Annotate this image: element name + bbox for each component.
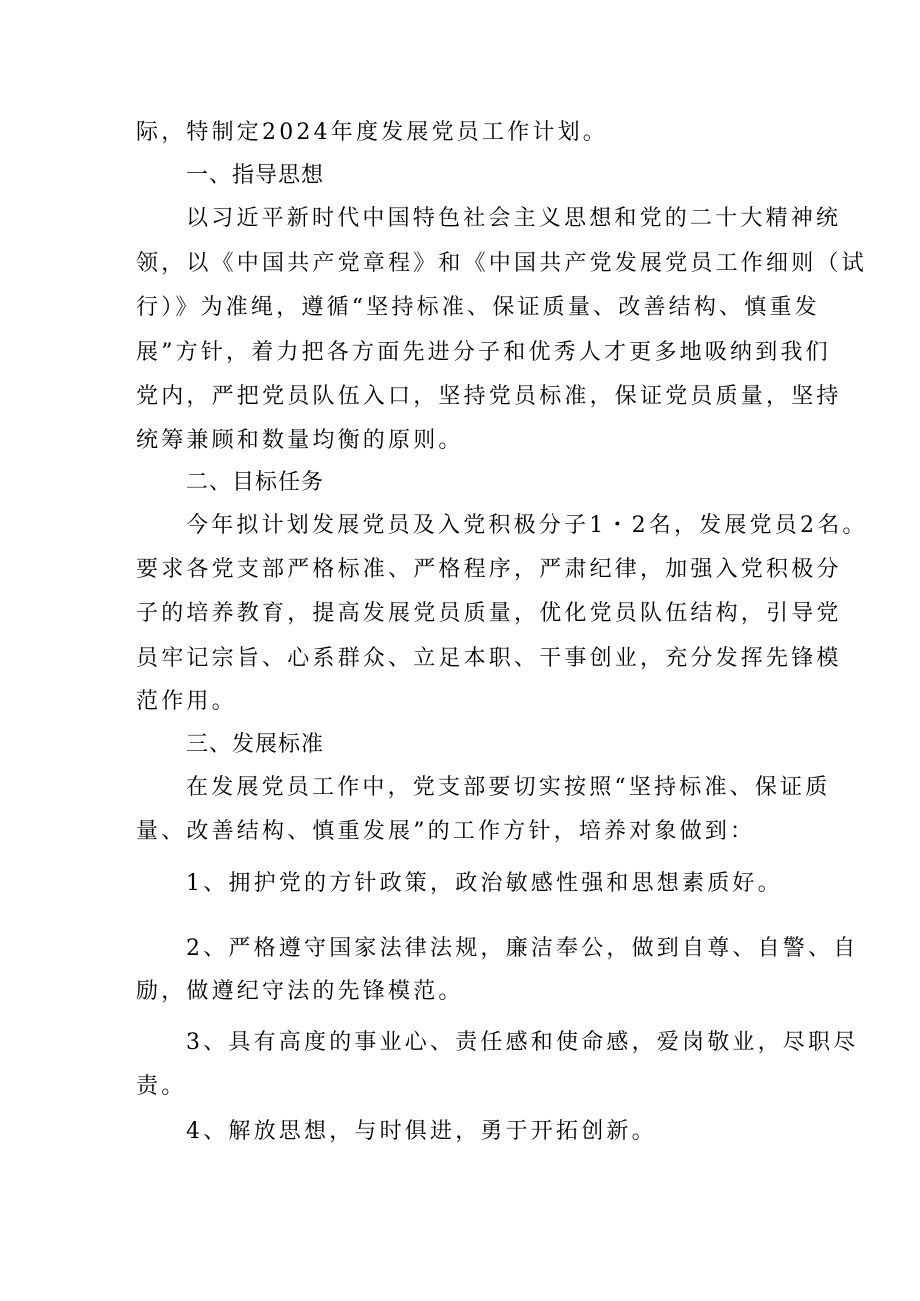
paragraph-line: 范作用。 <box>136 689 237 714</box>
paragraph-line: 行）》为准绳，遵循“坚持标准、保证质量、改善结构、慎重发 <box>136 295 820 320</box>
paragraph-line: 今年拟计划发展党员及入党积极分子1・2名，发展党员2名。 <box>186 513 868 538</box>
list-item: 4、解放思想，与时俱进，勇于开拓创新。 <box>186 1119 657 1144</box>
paragraph-line: 要求各党支部严格标准、严格程序，严肃纪律，加强入党积极分 <box>136 557 842 582</box>
section-heading-standards: 三、发展标准 <box>186 732 325 757</box>
list-item-continuation: 责。 <box>136 1074 187 1099</box>
paragraph-line: 在发展党员工作中，党支部要切实按照“坚持标准、保证质 <box>186 775 831 800</box>
paragraph-line: 党内，严把党员队伍入口，坚持党员标准，保证党员质量，坚持 <box>136 384 842 409</box>
list-item: 1、拥护党的方针政策，政治敏感性强和思想素质好。 <box>186 871 783 896</box>
section-heading-guiding-ideology: 一、指导思想 <box>186 163 325 188</box>
list-item-continuation: 励，做遵纪守法的先锋模范。 <box>136 979 464 1004</box>
paragraph-line: 展”方针，着力把各方面先进分子和优秀人才更多地吸纳到我们 <box>136 340 831 365</box>
list-item: 3、具有高度的事业心、责任感和使命感，爱岗敬业，尽职尽 <box>186 1030 859 1055</box>
paragraph-line: 子的培养教育，提高发展党员质量，优化党员队伍结构，引导党 <box>136 601 842 626</box>
paragraph-line: 统筹兼顾和数量均衡的原则。 <box>136 428 464 453</box>
intro-text-line: 际，特制定2024年度发展党员工作计划。 <box>136 120 608 145</box>
section-heading-goals: 二、目标任务 <box>186 470 325 495</box>
paragraph-line: 量、改善结构、慎重发展”的工作方针，培养对象做到： <box>136 819 756 844</box>
paragraph-line: 员牢记宗旨、心系群众、立足本职、干事创业，充分发挥先锋模 <box>136 646 842 671</box>
list-item: 2、严格遵守国家法律法规，廉洁奉公，做到自尊、自警、自 <box>186 936 859 961</box>
paragraph-line: 以习近平新时代中国特色社会主义思想和党的二十大精神统 <box>186 206 842 231</box>
paragraph-line: 领，以《中国共产党章程》和《中国共产党发展党员工作细则（试 <box>136 251 867 276</box>
